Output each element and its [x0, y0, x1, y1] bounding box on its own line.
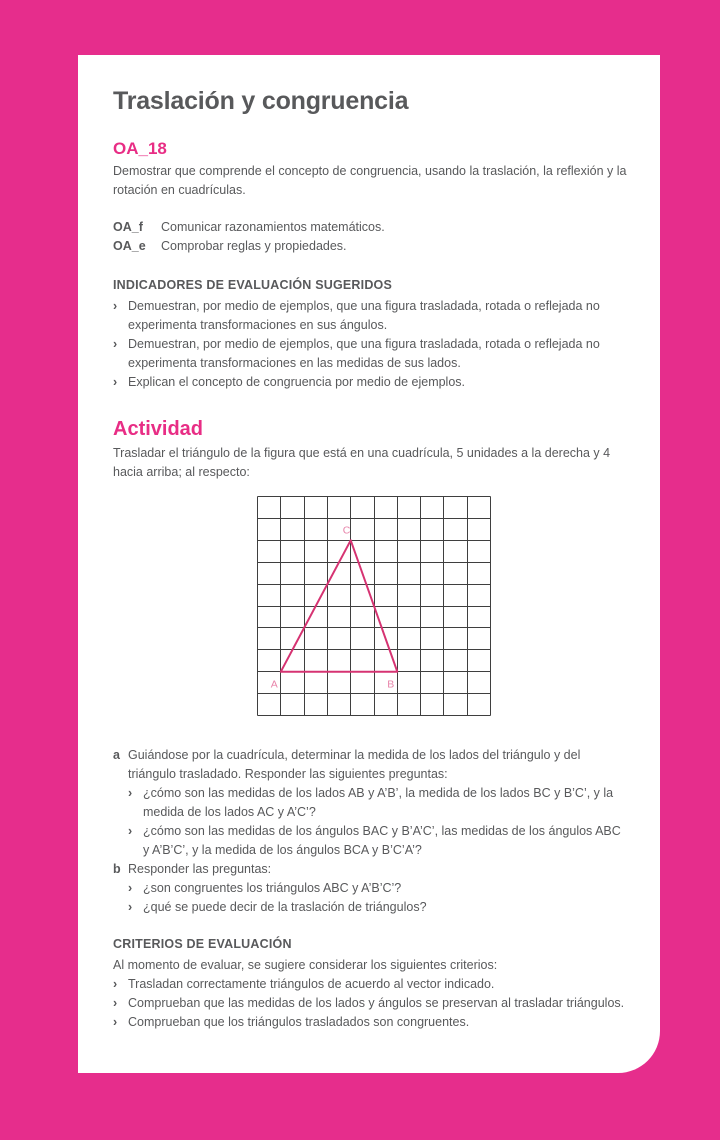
criteria-heading: CRITERIOS DE EVALUACIÓN	[113, 937, 292, 951]
bullet-marker: ›	[113, 996, 118, 1010]
vertex-label-c: C	[342, 524, 351, 537]
skill-label: Comunicar razonamientos matemáticos.	[161, 220, 385, 234]
skill-label: Comprobar reglas y propiedades.	[161, 239, 347, 253]
page-content	[78, 55, 660, 1032]
skills-list	[113, 218, 630, 256]
skill-row	[113, 237, 630, 256]
list-item	[113, 335, 630, 373]
task-letter: a	[113, 748, 120, 762]
indicators-heading: INDICADORES DE EVALUACIÓN SUGERIDOS	[113, 278, 393, 292]
bullet-marker: ›	[128, 824, 133, 838]
bullet-marker: ›	[113, 375, 118, 389]
task-b	[113, 860, 630, 917]
task-letter: b	[113, 862, 121, 876]
task-text: Guiándose por la cuadrícula, determinar la medida de los lados del triángulo y del triángulo trasladado. Responder las siguientes preguntas:	[128, 748, 581, 781]
worksheet-page	[78, 55, 660, 1073]
page-title: Traslación y congruencia	[113, 87, 409, 115]
list-item	[113, 994, 630, 1013]
criterion-text: Comprueban que las medidas de los lados y ángulos se preservan al trasladar triángulos.	[128, 996, 625, 1010]
indicator-text: Demuestran, por medio de ejemplos, que una figura trasladada, rotada o reflejada no experimenta transformaciones en sus ángulos.	[128, 299, 600, 332]
task-body	[128, 860, 630, 917]
grid-figure-svg	[257, 496, 491, 716]
task-text: Responder las preguntas:	[128, 862, 272, 876]
task-body	[128, 746, 630, 860]
criterion-text: Comprueban que los triángulos trasladados son congruentes.	[128, 1015, 470, 1029]
skill-row	[113, 218, 630, 237]
criteria-list	[113, 975, 630, 1032]
question-text: ¿qué se puede decir de la traslación de triángulos?	[143, 900, 427, 914]
list-item	[113, 373, 630, 392]
bullet-marker: ›	[113, 1015, 118, 1029]
vertex-label-b: B	[387, 678, 395, 691]
list-item	[128, 784, 630, 822]
bullet-marker: ›	[113, 337, 118, 351]
task-a-sublist	[128, 784, 630, 860]
skill-code: OA_f	[113, 220, 143, 234]
bullet-marker: ›	[128, 786, 133, 800]
criteria-intro: Al momento de evaluar, se sugiere considerar los siguientes criterios:	[113, 958, 498, 972]
question-text: ¿cómo son las medidas de los lados AB y A’B’, la medida de los lados BC y B’C’, y la medida de los lados AC y A’C’?	[143, 786, 614, 819]
list-item	[128, 822, 630, 860]
bullet-marker: ›	[113, 299, 118, 313]
list-item	[113, 297, 630, 335]
list-item	[128, 879, 630, 898]
list-item	[128, 898, 630, 917]
criterion-text: Trasladan correctamente triángulos de acuerdo al vector indicado.	[128, 977, 495, 991]
list-item	[113, 1013, 630, 1032]
question-text: ¿cómo son las medidas de los ángulos BAC y B’A’C’, las medidas de los ángulos ABC y A’B’C’, y la medida de los ángulos BCA y B’C’A’?	[143, 824, 621, 857]
oa-block	[113, 139, 630, 200]
task-a	[113, 746, 630, 860]
question-text: ¿son congruentes los triángulos ABC y A’B’C’?	[143, 881, 402, 895]
bullet-marker: ›	[128, 900, 133, 914]
activity-intro: Trasladar el triángulo de la figura que está en una cuadrícula, 5 unidades a la derecha y 4 hacia arriba; al respecto:	[113, 446, 611, 479]
indicator-text: Explican el concepto de congruencia por medio de ejemplos.	[128, 375, 466, 389]
activity-section	[113, 418, 630, 917]
indicator-text: Demuestran, por medio de ejemplos, que una figura trasladada, rotada o reflejada no experimenta transformaciones en las medidas de sus lados.	[128, 337, 600, 370]
list-item	[113, 975, 630, 994]
bullet-marker: ›	[128, 881, 133, 895]
indicators-section	[113, 276, 630, 392]
vertex-label-a: A	[270, 678, 278, 691]
oa-code: OA_18	[113, 139, 167, 158]
skill-code: OA_e	[113, 239, 146, 253]
criteria-section	[113, 935, 630, 1032]
indicators-list	[113, 297, 630, 392]
triangle-grid-figure	[257, 496, 491, 722]
activity-heading: Actividad	[113, 418, 204, 440]
oa-description: Demostrar que comprende el concepto de congruencia, usando la traslación, la reflexión y la rotación en cuadrículas.	[113, 164, 627, 197]
task-b-sublist	[128, 879, 630, 917]
bullet-marker: ›	[113, 977, 118, 991]
